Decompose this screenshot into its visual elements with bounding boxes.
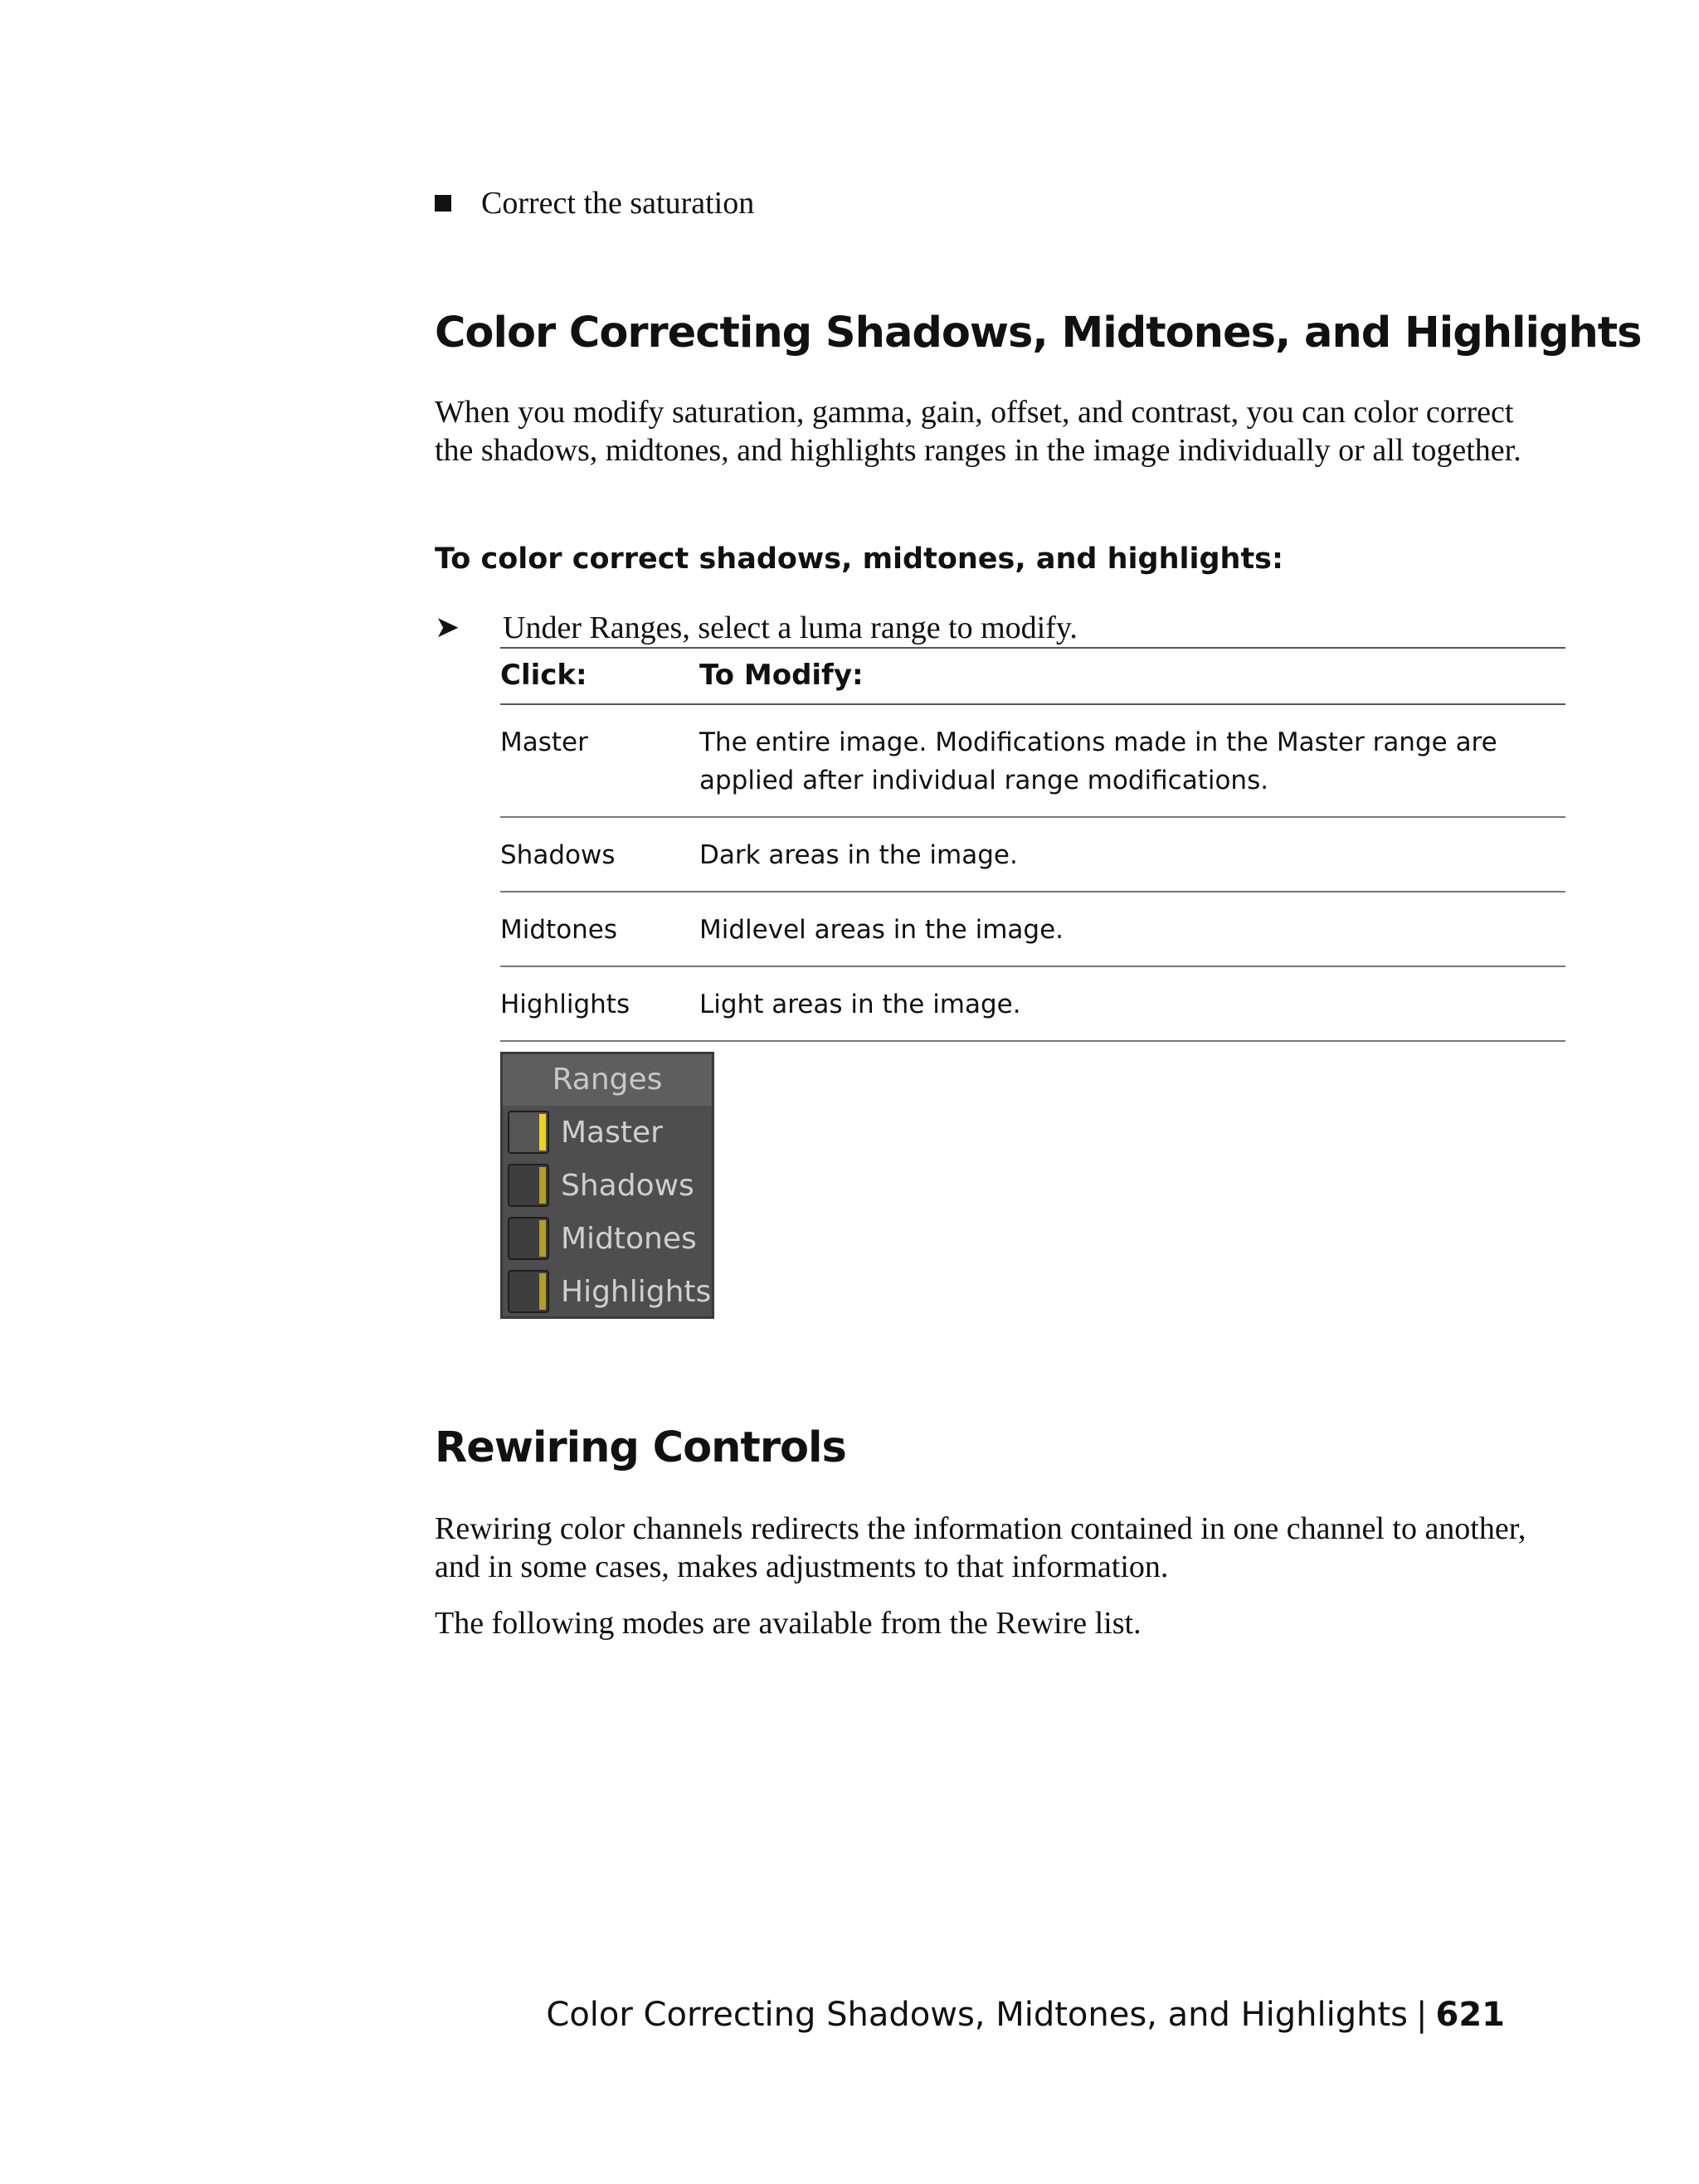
table-cell-description: The entire image. Modifications made in the Master range are applied after individual range modifications. <box>699 727 1497 795</box>
table-cell-description: Midlevel areas in the image. <box>699 915 1064 945</box>
rewiring-paragraph: Rewiring color channels redirects the information contained in one channel to another, and in some cases, makes adjustments to that information. <box>435 1511 1526 1584</box>
page-number: 621 <box>1435 1996 1505 2034</box>
table-header-row <box>500 648 1565 704</box>
range-toggle-button[interactable] <box>508 1111 549 1154</box>
range-option-master[interactable] <box>503 1106 712 1159</box>
range-toggle-button[interactable] <box>508 1270 549 1313</box>
procedure-step <box>435 607 1078 649</box>
range-option-label: Midtones <box>561 1221 697 1256</box>
table-row <box>500 966 1565 1041</box>
ranges-panel-title: Ranges <box>503 1054 712 1106</box>
indicator-icon <box>539 1167 546 1204</box>
table-cell-range: Highlights <box>500 990 630 1019</box>
footer-separator: | <box>1416 1996 1428 2034</box>
bullet-text: Correct the saturation <box>481 186 755 221</box>
section-heading-rewiring-controls: Rewiring Controls <box>435 1423 846 1472</box>
ranges-panel <box>500 1052 714 1319</box>
range-toggle-button[interactable] <box>508 1164 549 1207</box>
table-cell-range: Master <box>500 727 588 757</box>
procedure-heading: To color correct shadows, midtones, and highlights: <box>435 542 1284 576</box>
range-toggle-button[interactable] <box>508 1217 549 1260</box>
active-indicator-icon <box>539 1114 546 1150</box>
table-row <box>500 817 1565 892</box>
footer-title: Color Correcting Shadows, Midtones, and Highlights <box>546 1996 1409 2034</box>
ranges-reference-table <box>500 647 1565 1042</box>
column-header-click: Click: <box>500 659 587 692</box>
range-option-midtones[interactable] <box>503 1212 712 1265</box>
table-cell-range: Midtones <box>500 915 618 945</box>
section-heading-color-correcting: Color Correcting Shadows, Midtones, and Highlights <box>435 309 1642 358</box>
column-header-to-modify: To Modify: <box>699 659 864 692</box>
table-row <box>500 704 1565 817</box>
rewire-modes-paragraph: The following modes are available from the Rewire list. <box>435 1606 1142 1641</box>
bullet-list-item <box>435 182 754 224</box>
square-bullet-icon <box>435 195 451 212</box>
table-cell-description: Light areas in the image. <box>699 990 1021 1019</box>
indicator-icon <box>539 1220 546 1257</box>
range-option-label: Shadows <box>561 1168 694 1203</box>
range-option-label: Highlights <box>561 1274 712 1309</box>
step-text: Under Ranges, select a luma range to modify. <box>503 610 1078 645</box>
intro-paragraph: When you modify saturation, gamma, gain, offset, and contrast, you can color correct the shadows, midtones, and highlights ranges in the image individually or all together. <box>435 395 1521 468</box>
range-option-label: Master <box>561 1115 663 1150</box>
table-cell-description: Dark areas in the image. <box>699 840 1018 870</box>
indicator-icon <box>539 1273 546 1310</box>
arrow-right-icon: ➤ <box>435 610 460 644</box>
range-option-shadows[interactable] <box>503 1159 712 1212</box>
range-option-highlights[interactable] <box>503 1265 712 1318</box>
table-row <box>500 892 1565 966</box>
table-cell-range: Shadows <box>500 840 616 870</box>
page-footer <box>546 1996 1505 2034</box>
